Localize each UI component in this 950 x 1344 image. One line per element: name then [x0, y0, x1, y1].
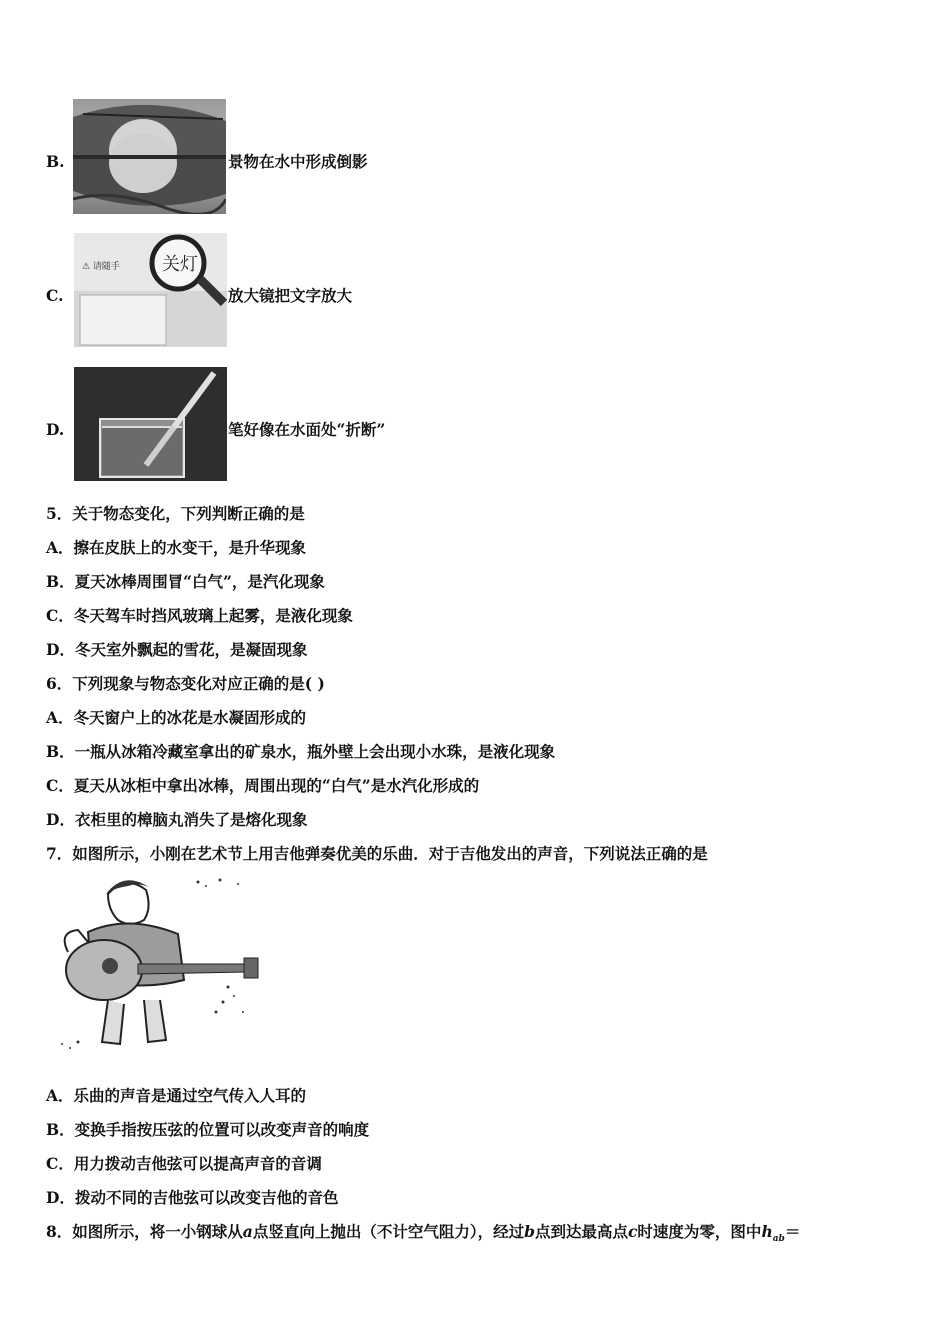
option-b: B．夏天冰棒周围冒“白气”，是汽化现象: [46, 572, 325, 591]
option-a: A．冬天窗户上的冰花是水凝固形成的: [46, 708, 307, 727]
option-text: 放大镜把文字放大: [228, 286, 353, 305]
option-label: C.: [46, 286, 64, 305]
stem-part: 点到达最高点: [534, 1222, 628, 1241]
question-8-stem: [46, 1222, 800, 1249]
svg-text:⚠ 请随手: ⚠ 请随手: [82, 262, 120, 272]
height-var: h: [761, 1222, 773, 1241]
option-d: D．衣柜里的樟脑丸消失了是熔化现象: [46, 810, 308, 829]
stem-part: 时速度为零，图中: [637, 1222, 762, 1241]
option-label: B.: [46, 152, 65, 171]
point-a-var: a: [242, 1222, 253, 1241]
option-b: B．变换手指按压弦的位置可以改变声音的响度: [46, 1120, 370, 1139]
guitar-player-drawing: [48, 872, 263, 1054]
option-c: C．用力拨动吉他弦可以提高声音的音调: [46, 1154, 322, 1173]
bridge-reflection-photo: [73, 99, 226, 214]
stem-part: 点竖直向上抛出（不计空气阻力），经过: [252, 1222, 525, 1241]
question-stem: 7．如图所示，小刚在艺术节上用吉他弹奏优美的乐曲．对于吉他发出的声音，下列说法正确的是: [46, 844, 708, 863]
option-a: A．擦在皮肤上的水变干，是升华现象: [46, 538, 307, 557]
option-c: C．夏天从冰柜中拿出冰棒，周围出现的“白气”是水汽化形成的: [46, 776, 480, 795]
option-label: D.: [46, 420, 65, 439]
pen-in-water-photo: [74, 367, 227, 481]
option-text: 景物在水中形成倒影: [228, 152, 368, 171]
height-subscript: ab: [772, 1234, 785, 1245]
option-d: D．冬天室外飘起的雪花，是凝固现象: [46, 640, 308, 659]
option-b: B．一瓶从冰箱冷藏室拿出的矿泉水，瓶外壁上会出现小水珠，是液化现象: [46, 742, 556, 761]
stem-part: ＝: [784, 1222, 801, 1241]
point-b-var: b: [524, 1222, 535, 1241]
question-stem: 5．关于物态变化，下列判断正确的是: [46, 504, 305, 523]
question-stem: 6．下列现象与物态变化对应正确的是( ): [46, 674, 325, 693]
option-c: C．冬天驾车时挡风玻璃上起雾，是液化现象: [46, 606, 353, 625]
point-c-var: c: [627, 1222, 638, 1241]
option-text: 笔好像在水面处“折断”: [228, 420, 386, 439]
svg-text:关灯: 关灯: [162, 254, 198, 275]
option-d: D．拨动不同的吉他弦可以改变吉他的音色: [46, 1188, 339, 1207]
magnifier-photo: [74, 233, 227, 347]
stem-part: 8．如图所示，将一小钢球从: [46, 1222, 243, 1241]
option-a: A．乐曲的声音是通过空气传入人耳的: [46, 1086, 307, 1105]
